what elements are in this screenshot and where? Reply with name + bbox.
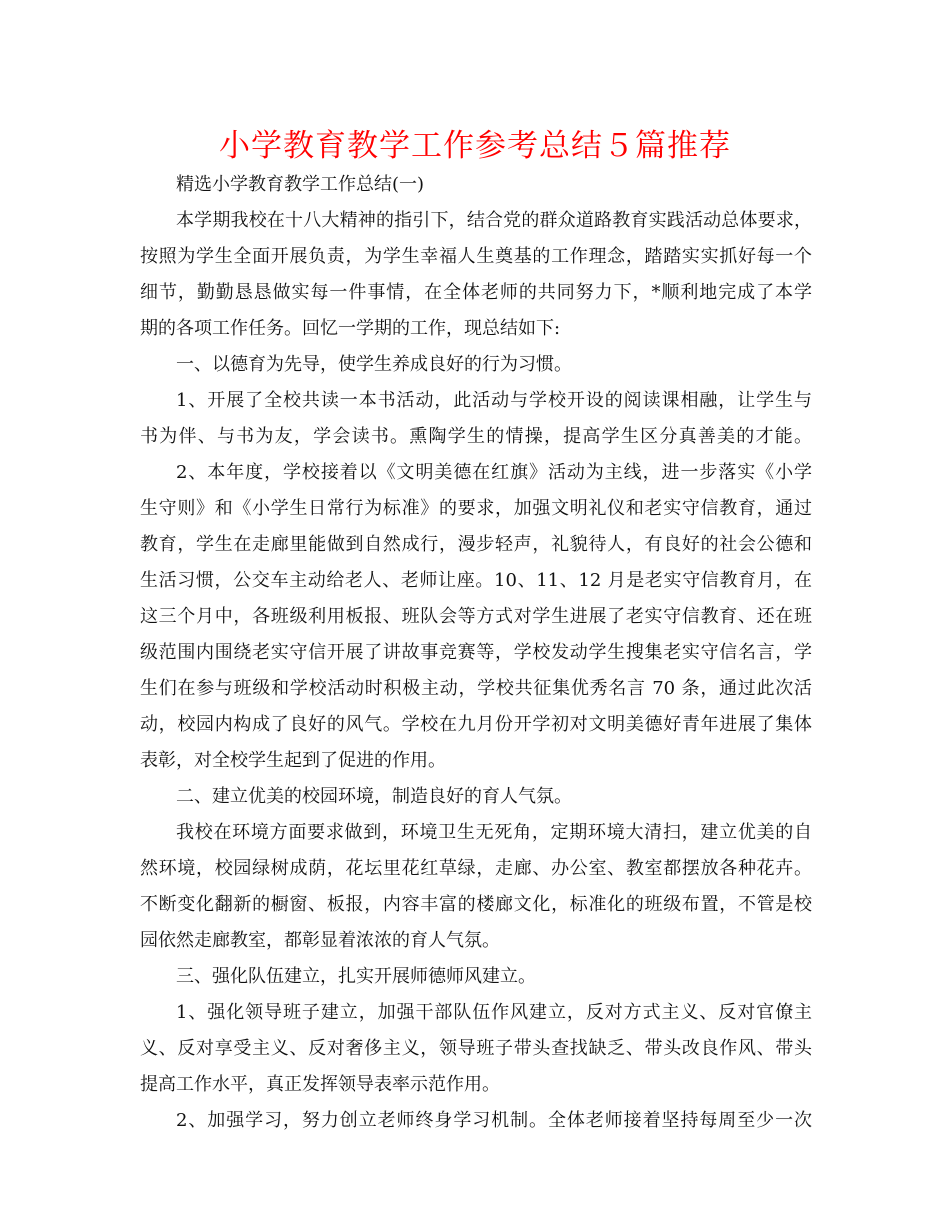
- document-title: 小学教育教学工作参考总结５篇推荐: [219, 128, 731, 164]
- paragraph-line: 这三个月中，各班级利用板报、班队会等方式对学生进展了老实守信教育、还在班: [140, 606, 812, 627]
- section-heading: 一、以德育为先导，使学生养成良好的行为习惯。: [176, 354, 572, 375]
- paragraph-line: 2、本年度，学校接着以《文明美德在红旗》活动为主线，进一步落实《小学: [176, 462, 812, 483]
- paragraph-line: 书为伴、与书为友，学会读书。熏陶学生的情操，提高学生区分真善美的才能。: [140, 426, 812, 447]
- paragraph-line: 生活习惯，公交车主动给老人、老师让座。10、11、12 月是老实守信教育月，在: [140, 570, 812, 591]
- paragraph-line: 表彰，对全校学生起到了促进的作用。: [140, 750, 446, 771]
- paragraph-line: 生守则》和《小学生日常行为标准》的要求，加强文明礼仪和老实守信教育，通过: [140, 498, 812, 519]
- paragraph-line: 2、加强学习，努力创立老师终身学习机制。全体老师接着坚持每周至少一次: [176, 1110, 812, 1131]
- paragraph-line: 生们在参与班级和学校活动时积极主动，学校共征集优秀名言 70 条，通过此次活: [140, 678, 812, 699]
- paragraph-line: 精选小学教育教学工作总结(一): [176, 174, 425, 195]
- paragraph-line: 本学期我校在十八大精神的指引下，结合党的群众道路教育实践活动总体要求，: [176, 210, 812, 231]
- paragraph-line: 按照为学生全面开展负责，为学生幸福人生奠基的工作理念，踏踏实实抓好每一个: [140, 246, 812, 267]
- paragraph-line: 教育，学生在走廊里能做到自然成行，漫步轻声，礼貌待人，有良好的社会公德和: [140, 534, 812, 555]
- paragraph-line: 级范围内围绕老实守信开展了讲故事竞赛等，学校发动学生搜集老实守信名言，学: [140, 642, 812, 663]
- paragraph-line: 动，校园内构成了良好的风气。学校在九月份开学初对文明美德好青年进展了集体: [140, 714, 812, 735]
- paragraph-line: 1、强化领导班子建立，加强干部队伍作风建立，反对方式主义、反对官僚主: [176, 1002, 812, 1023]
- document-body: [140, 167, 812, 1139]
- section-heading: 二、建立优美的校园环境，制造良好的育人气氛。: [176, 786, 572, 807]
- paragraph-line: 我校在环境方面要求做到，环境卫生无死角，定期环境大清扫，建立优美的自: [176, 822, 812, 843]
- paragraph-line: 细节，勤勤恳恳做实每一件事情，在全体老师的共同努力下，*顺利地完成了本学: [140, 282, 812, 303]
- paragraph-line: 提高工作水平，真正发挥领导表率示范作用。: [140, 1074, 500, 1095]
- paragraph-line: 不断变化翻新的橱窗、板报，内容丰富的楼廊文化，标准化的班级布置，不管是校: [140, 894, 812, 915]
- paragraph-line: 1、开展了全校共读一本书活动，此活动与学校开设的阅读课相融，让学生与: [176, 390, 812, 411]
- paragraph-line: 期的各项工作任务。回忆一学期的工作，现总结如下:: [140, 318, 561, 339]
- paragraph-line: 然环境，校园绿树成荫，花坛里花红草绿，走廊、办公室、教室都摆放各种花卉。: [140, 858, 812, 879]
- paragraph-line: 义、反对享受主义、反对奢侈主义，领导班子带头查找缺乏、带头改良作风、带头: [140, 1038, 812, 1059]
- paragraph-line: 园依然走廊教室，都彰显着浓浓的育人气氛。: [140, 930, 500, 951]
- section-heading: 三、强化队伍建立，扎实开展师德师风建立。: [176, 966, 536, 987]
